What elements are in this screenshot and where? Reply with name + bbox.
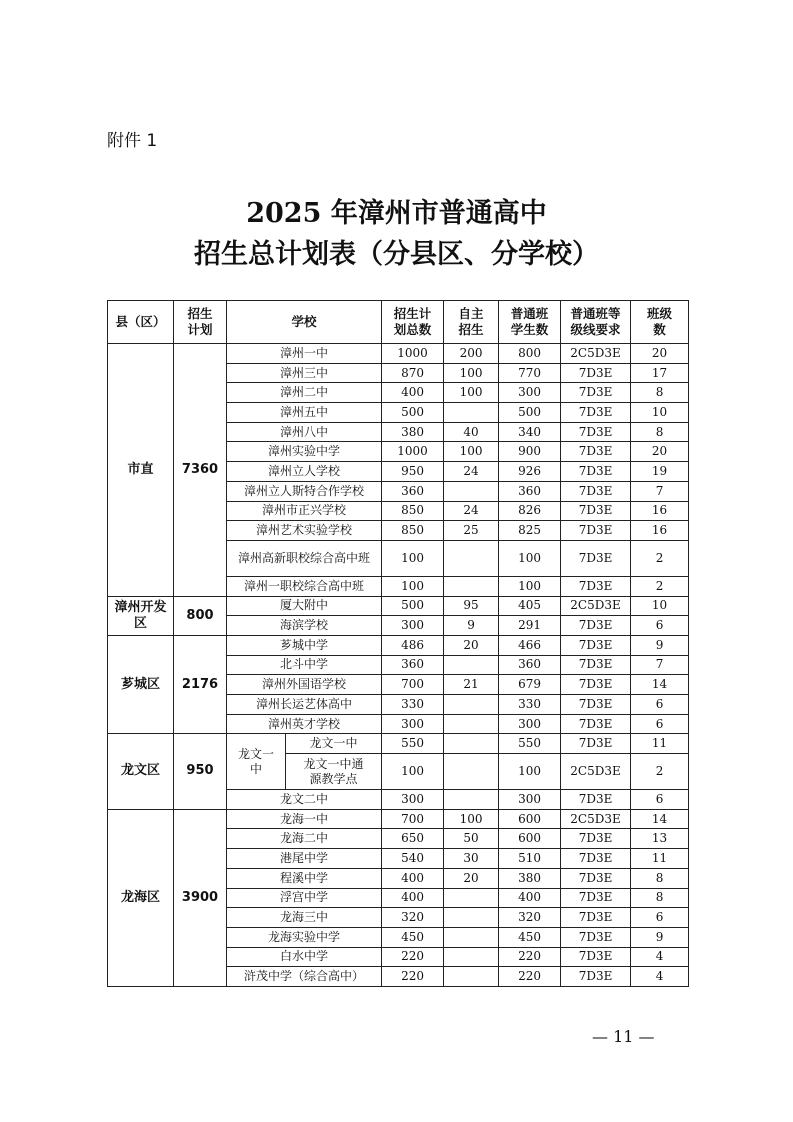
class-count-cell: 8 xyxy=(631,422,689,442)
class-count-cell: 6 xyxy=(631,695,689,715)
total-plan-cell: 450 xyxy=(382,927,444,947)
class-count-cell: 14 xyxy=(631,675,689,695)
total-plan-cell: 300 xyxy=(382,714,444,734)
table-header-row xyxy=(108,301,689,344)
regular-students-cell: 291 xyxy=(499,616,561,636)
class-count-cell: 9 xyxy=(631,927,689,947)
grade-requirement-cell: 7D3E xyxy=(561,947,631,967)
autonomous-cell xyxy=(444,790,499,810)
class-count-cell: 6 xyxy=(631,714,689,734)
total-plan-cell: 486 xyxy=(382,635,444,655)
regular-students-cell: 380 xyxy=(499,868,561,888)
total-plan-cell: 950 xyxy=(382,462,444,482)
class-count-cell: 8 xyxy=(631,888,689,908)
regular-students-cell: 300 xyxy=(499,790,561,810)
class-count-cell: 7 xyxy=(631,481,689,501)
grade-requirement-cell: 7D3E xyxy=(561,849,631,869)
class-count-cell: 20 xyxy=(631,344,689,364)
grade-requirement-cell: 7D3E xyxy=(561,967,631,987)
regular-students-cell: 926 xyxy=(499,462,561,482)
class-count-cell: 2 xyxy=(631,754,689,790)
school-name: 海滨学校 xyxy=(227,616,382,636)
plan-total-cell: 3900 xyxy=(174,809,227,986)
class-count-cell: 10 xyxy=(631,596,689,616)
table-row xyxy=(108,635,689,655)
class-count-cell: 9 xyxy=(631,635,689,655)
grade-requirement-cell: 7D3E xyxy=(561,501,631,521)
school-name: 龙海一中 xyxy=(227,809,382,829)
autonomous-cell xyxy=(444,947,499,967)
autonomous-cell: 100 xyxy=(444,383,499,403)
total-plan-cell: 360 xyxy=(382,655,444,675)
total-plan-cell: 100 xyxy=(382,576,444,596)
grade-requirement-cell: 7D3E xyxy=(561,908,631,928)
autonomous-cell xyxy=(444,734,499,754)
total-plan-cell: 1000 xyxy=(382,344,444,364)
class-count-cell: 16 xyxy=(631,521,689,541)
grade-requirement-cell: 7D3E xyxy=(561,829,631,849)
regular-students-cell: 100 xyxy=(499,540,561,576)
table-row xyxy=(108,596,689,616)
class-count-cell: 14 xyxy=(631,809,689,829)
school-name: 漳州外国语学校 xyxy=(227,675,382,695)
grade-requirement-cell: 7D3E xyxy=(561,734,631,754)
autonomous-cell xyxy=(444,540,499,576)
total-plan-cell: 540 xyxy=(382,849,444,869)
header-autonomous: 自主 招生 xyxy=(444,301,499,344)
total-plan-cell: 1000 xyxy=(382,442,444,462)
regular-students-cell: 100 xyxy=(499,576,561,596)
class-count-cell: 4 xyxy=(631,967,689,987)
school-name: 漳州高新职校综合高中班 xyxy=(227,540,382,576)
grade-requirement-cell: 7D3E xyxy=(561,540,631,576)
class-count-cell: 8 xyxy=(631,383,689,403)
regular-students-cell: 900 xyxy=(499,442,561,462)
regular-students-cell: 679 xyxy=(499,675,561,695)
total-plan-cell: 300 xyxy=(382,790,444,810)
plan-total-cell: 2176 xyxy=(174,635,227,733)
total-plan-cell: 220 xyxy=(382,967,444,987)
autonomous-cell: 9 xyxy=(444,616,499,636)
regular-students-cell: 220 xyxy=(499,967,561,987)
grade-requirement-cell: 7D3E xyxy=(561,888,631,908)
school-name: 港尾中学 xyxy=(227,849,382,869)
grade-requirement-cell: 7D3E xyxy=(561,714,631,734)
document-title-line1: 2025 年漳州市普通高中 xyxy=(246,198,547,229)
regular-students-cell: 220 xyxy=(499,947,561,967)
school-name: 漳州二中 xyxy=(227,383,382,403)
regular-students-cell: 770 xyxy=(499,363,561,383)
school-name: 漳州五中 xyxy=(227,403,382,423)
autonomous-cell: 50 xyxy=(444,829,499,849)
header-plan: 招生 计划 xyxy=(174,301,227,344)
regular-students-cell: 826 xyxy=(499,501,561,521)
school-name: 龙文二中 xyxy=(227,790,382,810)
autonomous-cell: 25 xyxy=(444,521,499,541)
county-cell: 漳州开发区 xyxy=(108,596,174,635)
total-plan-cell: 400 xyxy=(382,868,444,888)
autonomous-cell xyxy=(444,967,499,987)
grade-requirement-cell: 7D3E xyxy=(561,383,631,403)
page-number: — 11 — xyxy=(592,1027,655,1046)
total-plan-cell: 850 xyxy=(382,501,444,521)
class-count-cell: 6 xyxy=(631,790,689,810)
autonomous-cell: 20 xyxy=(444,635,499,655)
regular-students-cell: 340 xyxy=(499,422,561,442)
table-row xyxy=(108,809,689,829)
table-body xyxy=(108,344,689,987)
plan-total-cell: 950 xyxy=(174,734,227,809)
total-plan-cell: 650 xyxy=(382,829,444,849)
regular-students-cell: 405 xyxy=(499,596,561,616)
grade-requirement-cell: 7D3E xyxy=(561,695,631,715)
grade-requirement-cell: 7D3E xyxy=(561,462,631,482)
school-name: 漳州实验中学 xyxy=(227,442,382,462)
regular-students-cell: 550 xyxy=(499,734,561,754)
grade-requirement-cell: 7D3E xyxy=(561,576,631,596)
grade-requirement-cell: 7D3E xyxy=(561,635,631,655)
total-plan-cell: 330 xyxy=(382,695,444,715)
table-row xyxy=(108,734,689,754)
plan-total-cell: 7360 xyxy=(174,344,227,597)
class-count-cell: 7 xyxy=(631,655,689,675)
total-plan-cell: 500 xyxy=(382,596,444,616)
autonomous-cell xyxy=(444,481,499,501)
county-cell: 市直 xyxy=(108,344,174,597)
class-count-cell: 6 xyxy=(631,908,689,928)
regular-students-cell: 466 xyxy=(499,635,561,655)
total-plan-cell: 320 xyxy=(382,908,444,928)
school-name: 龙海三中 xyxy=(227,908,382,928)
school-name: 漳州三中 xyxy=(227,363,382,383)
autonomous-cell xyxy=(444,888,499,908)
school-name: 漳州一中 xyxy=(227,344,382,364)
grade-requirement-cell: 7D3E xyxy=(561,675,631,695)
school-name: 漳州市正兴学校 xyxy=(227,501,382,521)
regular-students-cell: 800 xyxy=(499,344,561,364)
class-count-cell: 19 xyxy=(631,462,689,482)
grade-requirement-cell: 2C5D3E xyxy=(561,596,631,616)
regular-students-cell: 300 xyxy=(499,383,561,403)
school-name: 龙文一中通 源教学点 xyxy=(286,754,382,790)
grade-requirement-cell: 7D3E xyxy=(561,363,631,383)
autonomous-cell: 30 xyxy=(444,849,499,869)
total-plan-cell: 360 xyxy=(382,481,444,501)
total-plan-cell: 550 xyxy=(382,734,444,754)
total-plan-cell: 700 xyxy=(382,675,444,695)
school-name: 漳州长运艺体高中 xyxy=(227,695,382,715)
school-name: 程溪中学 xyxy=(227,868,382,888)
grade-requirement-cell: 2C5D3E xyxy=(561,344,631,364)
school-name: 龙海二中 xyxy=(227,829,382,849)
autonomous-cell xyxy=(444,927,499,947)
class-count-cell: 2 xyxy=(631,576,689,596)
county-cell: 龙文区 xyxy=(108,734,174,809)
grade-requirement-cell: 7D3E xyxy=(561,616,631,636)
total-plan-cell: 300 xyxy=(382,616,444,636)
grade-requirement-cell: 2C5D3E xyxy=(561,754,631,790)
autonomous-cell: 95 xyxy=(444,596,499,616)
class-count-cell: 4 xyxy=(631,947,689,967)
plan-total-cell: 800 xyxy=(174,596,227,635)
total-plan-cell: 100 xyxy=(382,754,444,790)
grade-requirement-cell: 7D3E xyxy=(561,790,631,810)
autonomous-cell: 20 xyxy=(444,868,499,888)
autonomous-cell: 24 xyxy=(444,462,499,482)
autonomous-cell: 200 xyxy=(444,344,499,364)
county-cell: 芗城区 xyxy=(108,635,174,733)
autonomous-cell: 40 xyxy=(444,422,499,442)
class-count-cell: 17 xyxy=(631,363,689,383)
total-plan-cell: 100 xyxy=(382,540,444,576)
autonomous-cell xyxy=(444,576,499,596)
grade-requirement-cell: 7D3E xyxy=(561,868,631,888)
autonomous-cell: 100 xyxy=(444,442,499,462)
total-plan-cell: 850 xyxy=(382,521,444,541)
grade-requirement-cell: 7D3E xyxy=(561,403,631,423)
grade-requirement-cell: 7D3E xyxy=(561,927,631,947)
regular-students-cell: 400 xyxy=(499,888,561,908)
grade-requirement-cell: 7D3E xyxy=(561,442,631,462)
regular-students-cell: 320 xyxy=(499,908,561,928)
autonomous-cell xyxy=(444,714,499,734)
county-cell: 龙海区 xyxy=(108,809,174,986)
autonomous-cell: 21 xyxy=(444,675,499,695)
regular-students-cell: 360 xyxy=(499,655,561,675)
school-name: 白水中学 xyxy=(227,947,382,967)
school-name: 厦大附中 xyxy=(227,596,382,616)
grade-requirement-cell: 7D3E xyxy=(561,521,631,541)
regular-students-cell: 450 xyxy=(499,927,561,947)
class-count-cell: 8 xyxy=(631,868,689,888)
autonomous-cell xyxy=(444,403,499,423)
school-name: 漳州一职校综合高中班 xyxy=(227,576,382,596)
enrollment-plan-table xyxy=(107,300,689,987)
autonomous-cell: 100 xyxy=(444,809,499,829)
class-count-cell: 10 xyxy=(631,403,689,423)
school-name: 龙海实验中学 xyxy=(227,927,382,947)
school-name: 漳州立人斯特合作学校 xyxy=(227,481,382,501)
regular-students-cell: 600 xyxy=(499,809,561,829)
regular-students-cell: 300 xyxy=(499,714,561,734)
regular-students-cell: 825 xyxy=(499,521,561,541)
regular-students-cell: 500 xyxy=(499,403,561,423)
header-regular-students: 普通班 学生数 xyxy=(499,301,561,344)
grade-requirement-cell: 2C5D3E xyxy=(561,809,631,829)
school-name: 漳州英才学校 xyxy=(227,714,382,734)
class-count-cell: 13 xyxy=(631,829,689,849)
regular-students-cell: 330 xyxy=(499,695,561,715)
header-county: 县（区） xyxy=(108,301,174,344)
total-plan-cell: 220 xyxy=(382,947,444,967)
class-count-cell: 16 xyxy=(631,501,689,521)
school-subgroup-cell: 龙文一 中 xyxy=(227,734,286,790)
header-total: 招生计 划总数 xyxy=(382,301,444,344)
document-title-line2: 招生总计划表（分县区、分学校） xyxy=(194,239,599,270)
school-name: 漳州立人学校 xyxy=(227,462,382,482)
regular-students-cell: 360 xyxy=(499,481,561,501)
class-count-cell: 11 xyxy=(631,734,689,754)
total-plan-cell: 400 xyxy=(382,383,444,403)
total-plan-cell: 700 xyxy=(382,809,444,829)
attachment-label: 附件 1 xyxy=(107,131,158,151)
header-class-count: 班级 数 xyxy=(631,301,689,344)
total-plan-cell: 870 xyxy=(382,363,444,383)
grade-requirement-cell: 7D3E xyxy=(561,422,631,442)
total-plan-cell: 400 xyxy=(382,888,444,908)
header-school: 学校 xyxy=(227,301,382,344)
autonomous-cell xyxy=(444,754,499,790)
school-name: 芗城中学 xyxy=(227,635,382,655)
school-name: 漳州八中 xyxy=(227,422,382,442)
autonomous-cell xyxy=(444,695,499,715)
class-count-cell: 6 xyxy=(631,616,689,636)
school-name: 漳州艺术实验学校 xyxy=(227,521,382,541)
school-name: 北斗中学 xyxy=(227,655,382,675)
school-name: 浮宫中学 xyxy=(227,888,382,908)
class-count-cell: 11 xyxy=(631,849,689,869)
autonomous-cell xyxy=(444,908,499,928)
grade-requirement-cell: 7D3E xyxy=(561,655,631,675)
autonomous-cell: 24 xyxy=(444,501,499,521)
table-row xyxy=(108,344,689,364)
regular-students-cell: 600 xyxy=(499,829,561,849)
total-plan-cell: 380 xyxy=(382,422,444,442)
regular-students-cell: 100 xyxy=(499,754,561,790)
autonomous-cell: 100 xyxy=(444,363,499,383)
regular-students-cell: 510 xyxy=(499,849,561,869)
total-plan-cell: 500 xyxy=(382,403,444,423)
school-name: 浒茂中学（综合高中） xyxy=(227,967,382,987)
header-grade-requirement: 普通班等 级线要求 xyxy=(561,301,631,344)
autonomous-cell xyxy=(444,655,499,675)
class-count-cell: 2 xyxy=(631,540,689,576)
grade-requirement-cell: 7D3E xyxy=(561,481,631,501)
class-count-cell: 20 xyxy=(631,442,689,462)
school-name: 龙文一中 xyxy=(286,734,382,754)
